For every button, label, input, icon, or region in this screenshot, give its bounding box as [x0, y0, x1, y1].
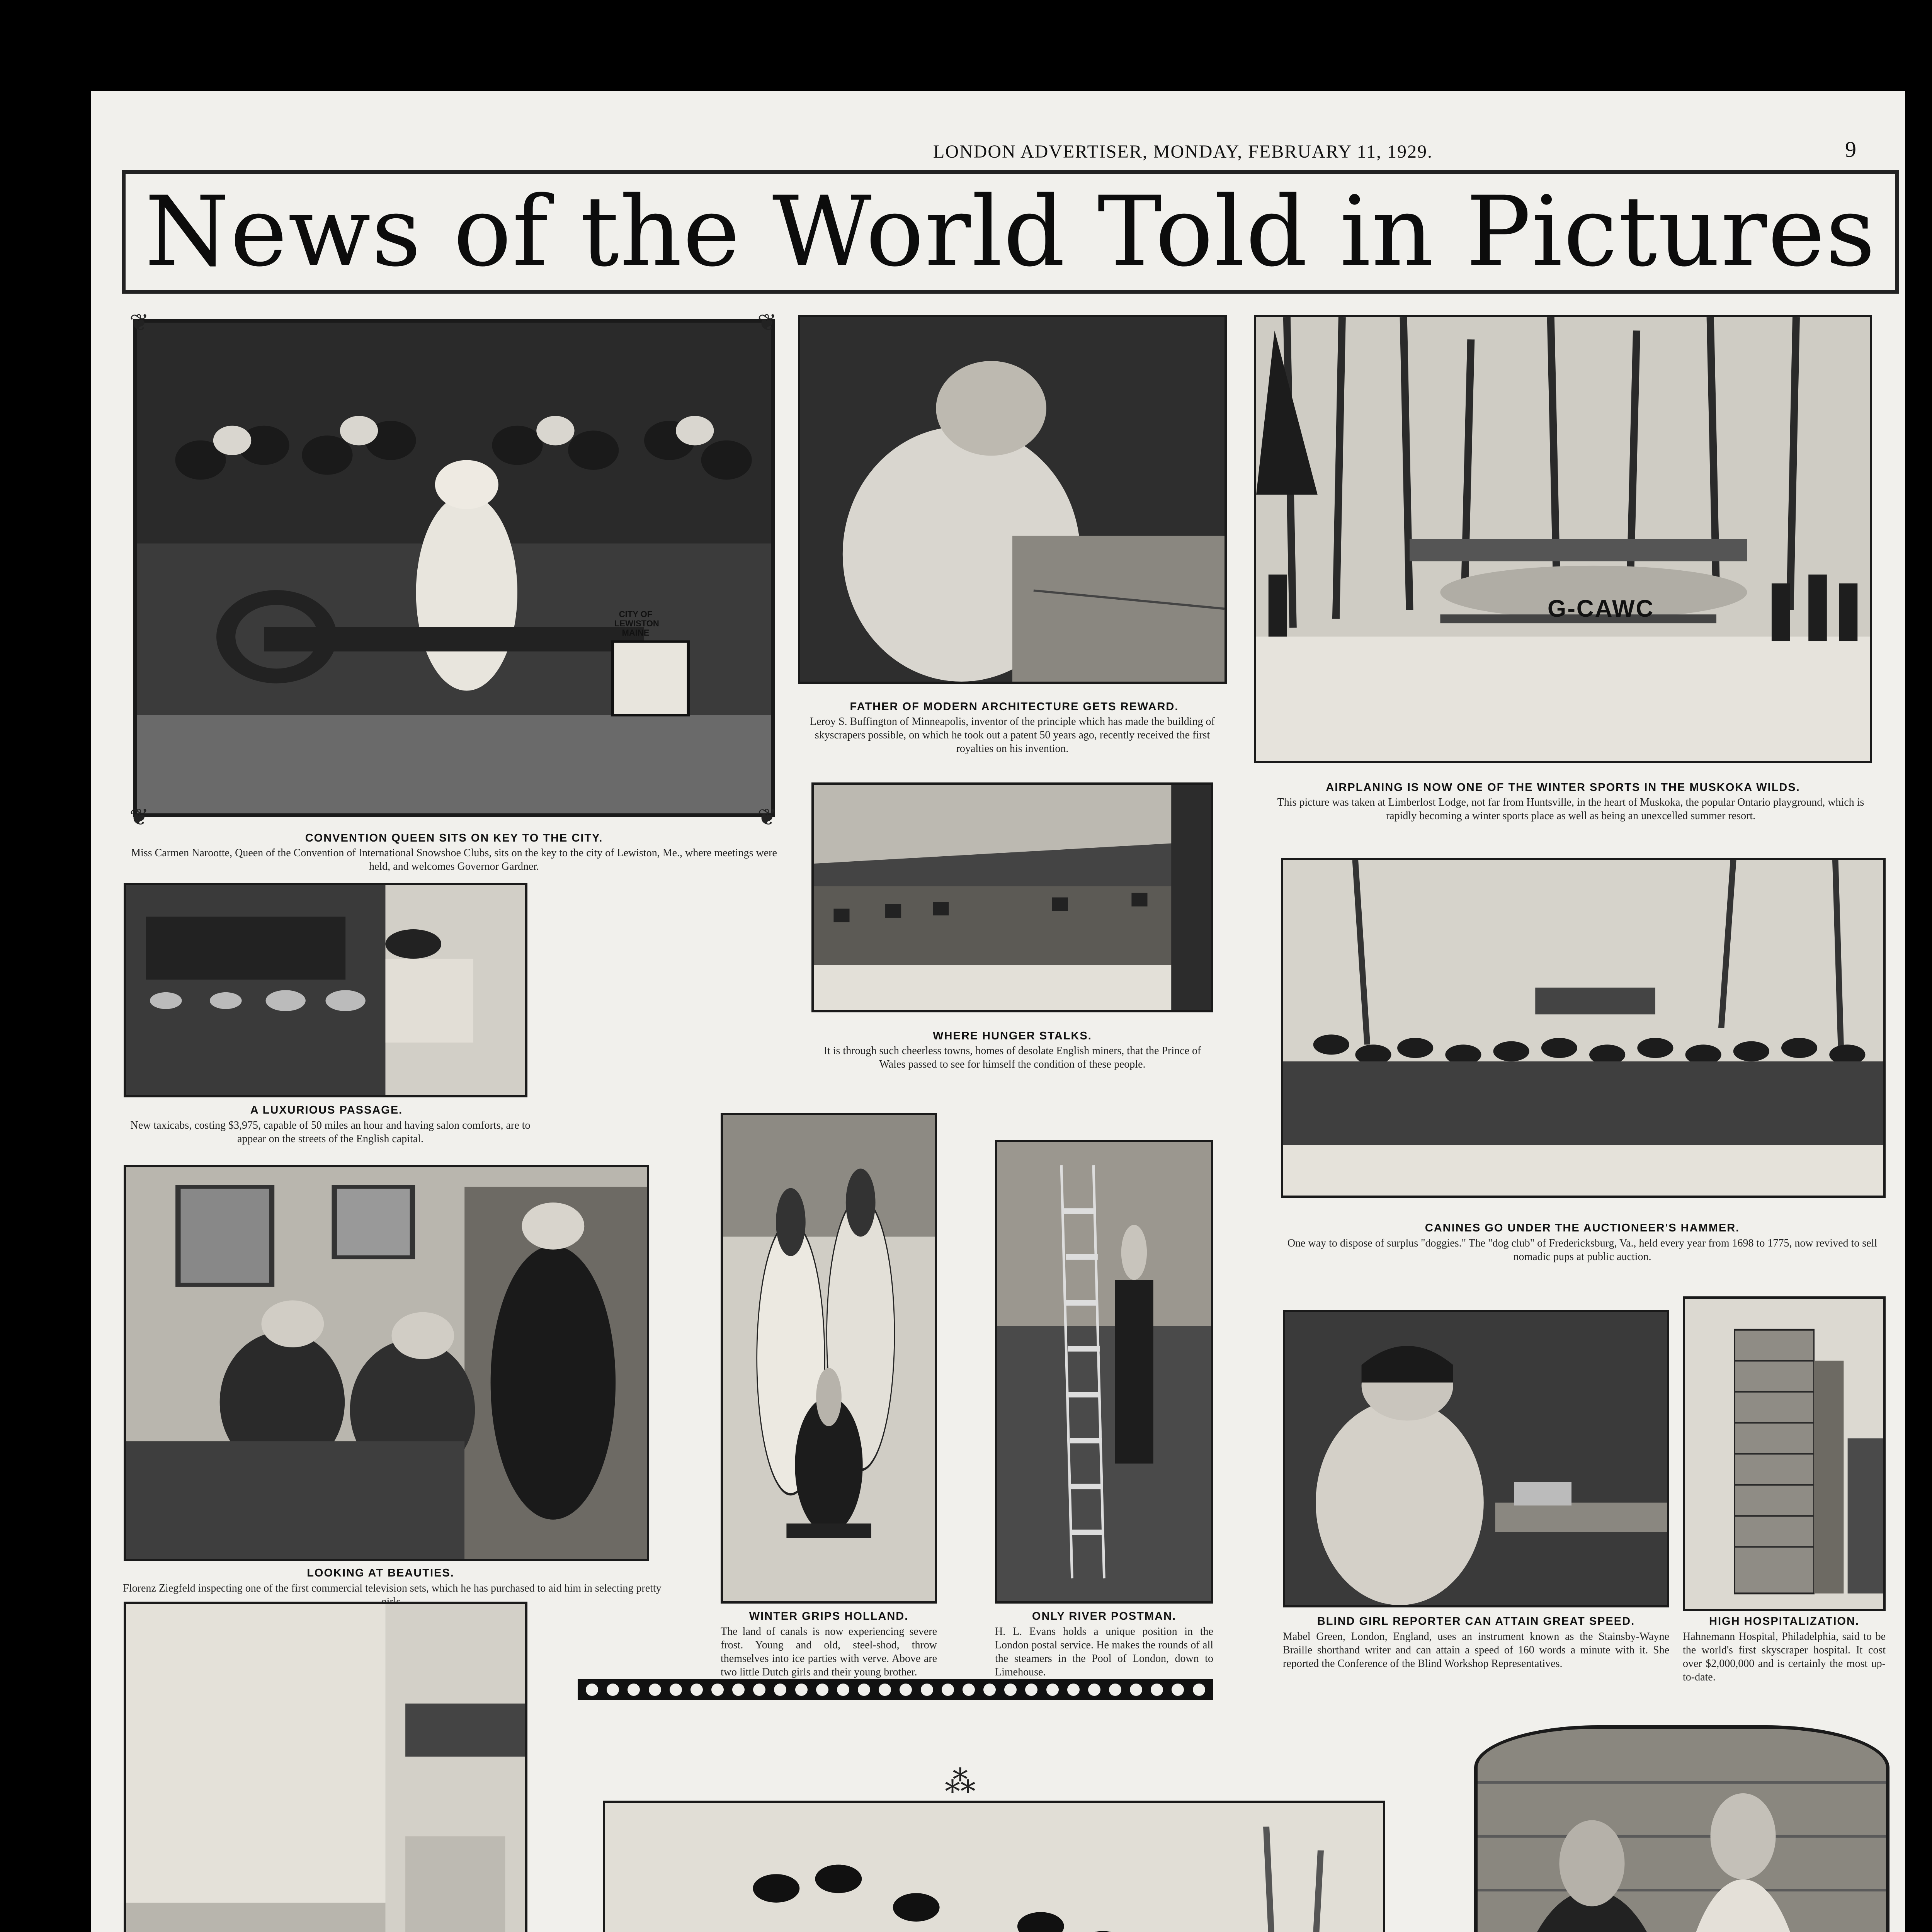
newspaper-page	[91, 91, 1905, 1932]
filmstrip-hole	[732, 1684, 745, 1696]
caption-text-canines: One way to dispose of surplus "doggies." The "dog club" of Fredericksburg, Va., held every year from 1698 to 1775, now revived to sell nomadic pups at public auction.	[1287, 1237, 1878, 1263]
caption-text-beauties: Florenz Ziegfeld inspecting one of the first commercial television sets, which he has purchased to aid him in selecting pretty	[123, 1582, 662, 1594]
filmstrip-hole	[921, 1684, 933, 1696]
filmstrip-hole	[983, 1684, 996, 1696]
foxhounds-scroll-ornament: ⁂	[945, 1764, 976, 1800]
masthead-title: News of the World Told in Pictures	[145, 175, 1876, 288]
filmstrip-hole	[963, 1684, 975, 1696]
filmstrip-divider	[578, 1679, 1213, 1700]
photo-architect	[798, 315, 1227, 684]
photo-dutch-children	[721, 1113, 937, 1604]
caption-title-airplaning: AIRPLANING IS NOW ONE OF THE WINTER SPORTS IN THE MUSKOKA WILDS.	[1326, 781, 1800, 794]
photo-mining-town	[811, 782, 1213, 1012]
filmstrip-hole	[1130, 1684, 1142, 1696]
filmstrip-hole	[711, 1684, 724, 1696]
photo-public-bakery	[1474, 1725, 1889, 1932]
caption-text-architecture: Leroy S. Buffington of Minneapolis, inventor of the principle which has made the building of skyscrapers possible, on which he took out a patent 50 years ago, recently received the first royalties on his invention.	[810, 716, 1215, 755]
photo-convention-queen	[133, 319, 775, 817]
photo-foxhound-meet	[603, 1801, 1385, 1932]
photo-airplane-muskoka	[1254, 315, 1872, 763]
photo-river-postman	[995, 1140, 1213, 1604]
photo-miami-boat	[124, 1602, 527, 1932]
caption-title-postman: ONLY RIVER POSTMAN.	[1032, 1610, 1177, 1622]
filmstrip-hole	[900, 1684, 912, 1696]
caption-text-airplaning: This picture was taken at Limberlost Lodge, not far from Huntsville, in the heart of Muskoka, the popular Ontario playground, which is rapidly becoming a winter sports place as well as being an unexcelled summer resort.	[1277, 796, 1864, 822]
convention-sign-text: CITY OF LEWISTON MAINE	[614, 609, 659, 638]
photo-blind-reporter	[1283, 1310, 1669, 1607]
filmstrip-hole	[649, 1684, 661, 1696]
caption-title-holland: WINTER GRIPS HOLLAND.	[749, 1610, 909, 1622]
filmstrip-hole	[1151, 1684, 1163, 1696]
photo-hahnemann-hospital	[1683, 1296, 1886, 1611]
filmstrip-hole	[1046, 1684, 1059, 1696]
corner-ornament-tr: ❦	[757, 309, 777, 336]
airplane-registration: G-CAWC	[1548, 595, 1655, 622]
filmstrip-hole	[837, 1684, 849, 1696]
filmstrip-hole	[858, 1684, 870, 1696]
filmstrip-hole	[1067, 1684, 1080, 1696]
filmstrip-hole	[628, 1684, 640, 1696]
caption-text-hunger: It is through such cheerless towns, homes of desolate English miners, that the Prince of Wales passed to see for himself the condition of these people.	[823, 1045, 1201, 1070]
filmstrip-hole	[670, 1684, 682, 1696]
filmstrip-hole	[586, 1684, 598, 1696]
caption-title-hunger: WHERE HUNGER STALKS.	[933, 1030, 1092, 1042]
photo-ziegfeld-television	[124, 1165, 649, 1561]
caption-title-canines: CANINES GO UNDER THE AUCTIONEER'S HAMMER.	[1425, 1222, 1740, 1234]
caption-title-beauties: LOOKING AT BEAUTIES.	[307, 1567, 454, 1579]
photo-taxicab	[124, 883, 527, 1097]
caption-text-postman: H. L. Evans holds a unique position in the London postal service. He makes the rounds of all the steamers in the Pool of London, down to Limehouse.	[995, 1626, 1213, 1678]
caption-title-luxurious: A LUXURIOUS PASSAGE.	[250, 1104, 403, 1116]
filmstrip-hole	[816, 1684, 828, 1696]
filmstrip-hole	[942, 1684, 954, 1696]
filmstrip-hole	[690, 1684, 703, 1696]
corner-ornament-br: ❦	[757, 804, 777, 831]
corner-ornament-bl: ❦	[129, 804, 149, 831]
caption-title-hospital: HIGH HOSPITALIZATION.	[1709, 1615, 1859, 1628]
page-header-dateline: LONDON ADVERTISER, MONDAY, FEBRUARY 11, 1929.	[933, 141, 1433, 162]
filmstrip-hole	[1172, 1684, 1184, 1696]
caption-title-architecture: FATHER OF MODERN ARCHITECTURE GETS REWARD.	[850, 701, 1179, 713]
caption-text-blind-girl: Mabel Green, London, England, uses an instrument known as the Stainsby-Wayne Braille shorthand writer and can attain a speed of 160 words a minute with it. She reported the Conference of the Blind Workshop Representatives.	[1283, 1631, 1669, 1670]
photo-dog-auction	[1281, 858, 1886, 1198]
page-number: 9	[1845, 137, 1856, 162]
filmstrip-hole	[1193, 1684, 1205, 1696]
caption-text-holland: The land of canals is now experiencing severe frost. Young and old, steel-shod, throw themselves into ice parties with verve. Above are two little Dutch girls and their young brother.	[721, 1626, 937, 1678]
filmstrip-hole	[1025, 1684, 1037, 1696]
caption-title-blind-girl: BLIND GIRL REPORTER CAN ATTAIN GREAT SPEED.	[1317, 1615, 1635, 1628]
filmstrip-hole	[753, 1684, 765, 1696]
filmstrip-hole	[774, 1684, 786, 1696]
filmstrip-hole	[607, 1684, 619, 1696]
filmstrip-hole	[1088, 1684, 1100, 1696]
filmstrip-hole	[1004, 1684, 1017, 1696]
caption-title-convention-queen: CONVENTION QUEEN SITS ON KEY TO THE CITY.	[305, 832, 603, 844]
masthead-box	[122, 170, 1899, 294]
filmstrip-hole	[879, 1684, 891, 1696]
caption-text-hospital: Hahnemann Hospital, Philadelphia, said to be the world's first skyscraper hospital. It cost over $2,000,000 and is certainly the most up-to-date.	[1683, 1631, 1886, 1683]
caption-text-luxurious: New taxicabs, costing $3,975, capable of 50 miles an hour and having salon comforts, are to appear on the streets of the English capital.	[130, 1119, 531, 1145]
caption-text-convention-queen: Miss Carmen Narootte, Queen of the Convention of International Snowshoe Clubs, sits on the key to the city of Lewiston, Me., where meetings were held, and welcomes Governor Gardner.	[131, 847, 777, 872]
corner-ornament-tl: ❦	[129, 309, 149, 336]
filmstrip-hole	[795, 1684, 808, 1696]
filmstrip-hole	[1109, 1684, 1121, 1696]
